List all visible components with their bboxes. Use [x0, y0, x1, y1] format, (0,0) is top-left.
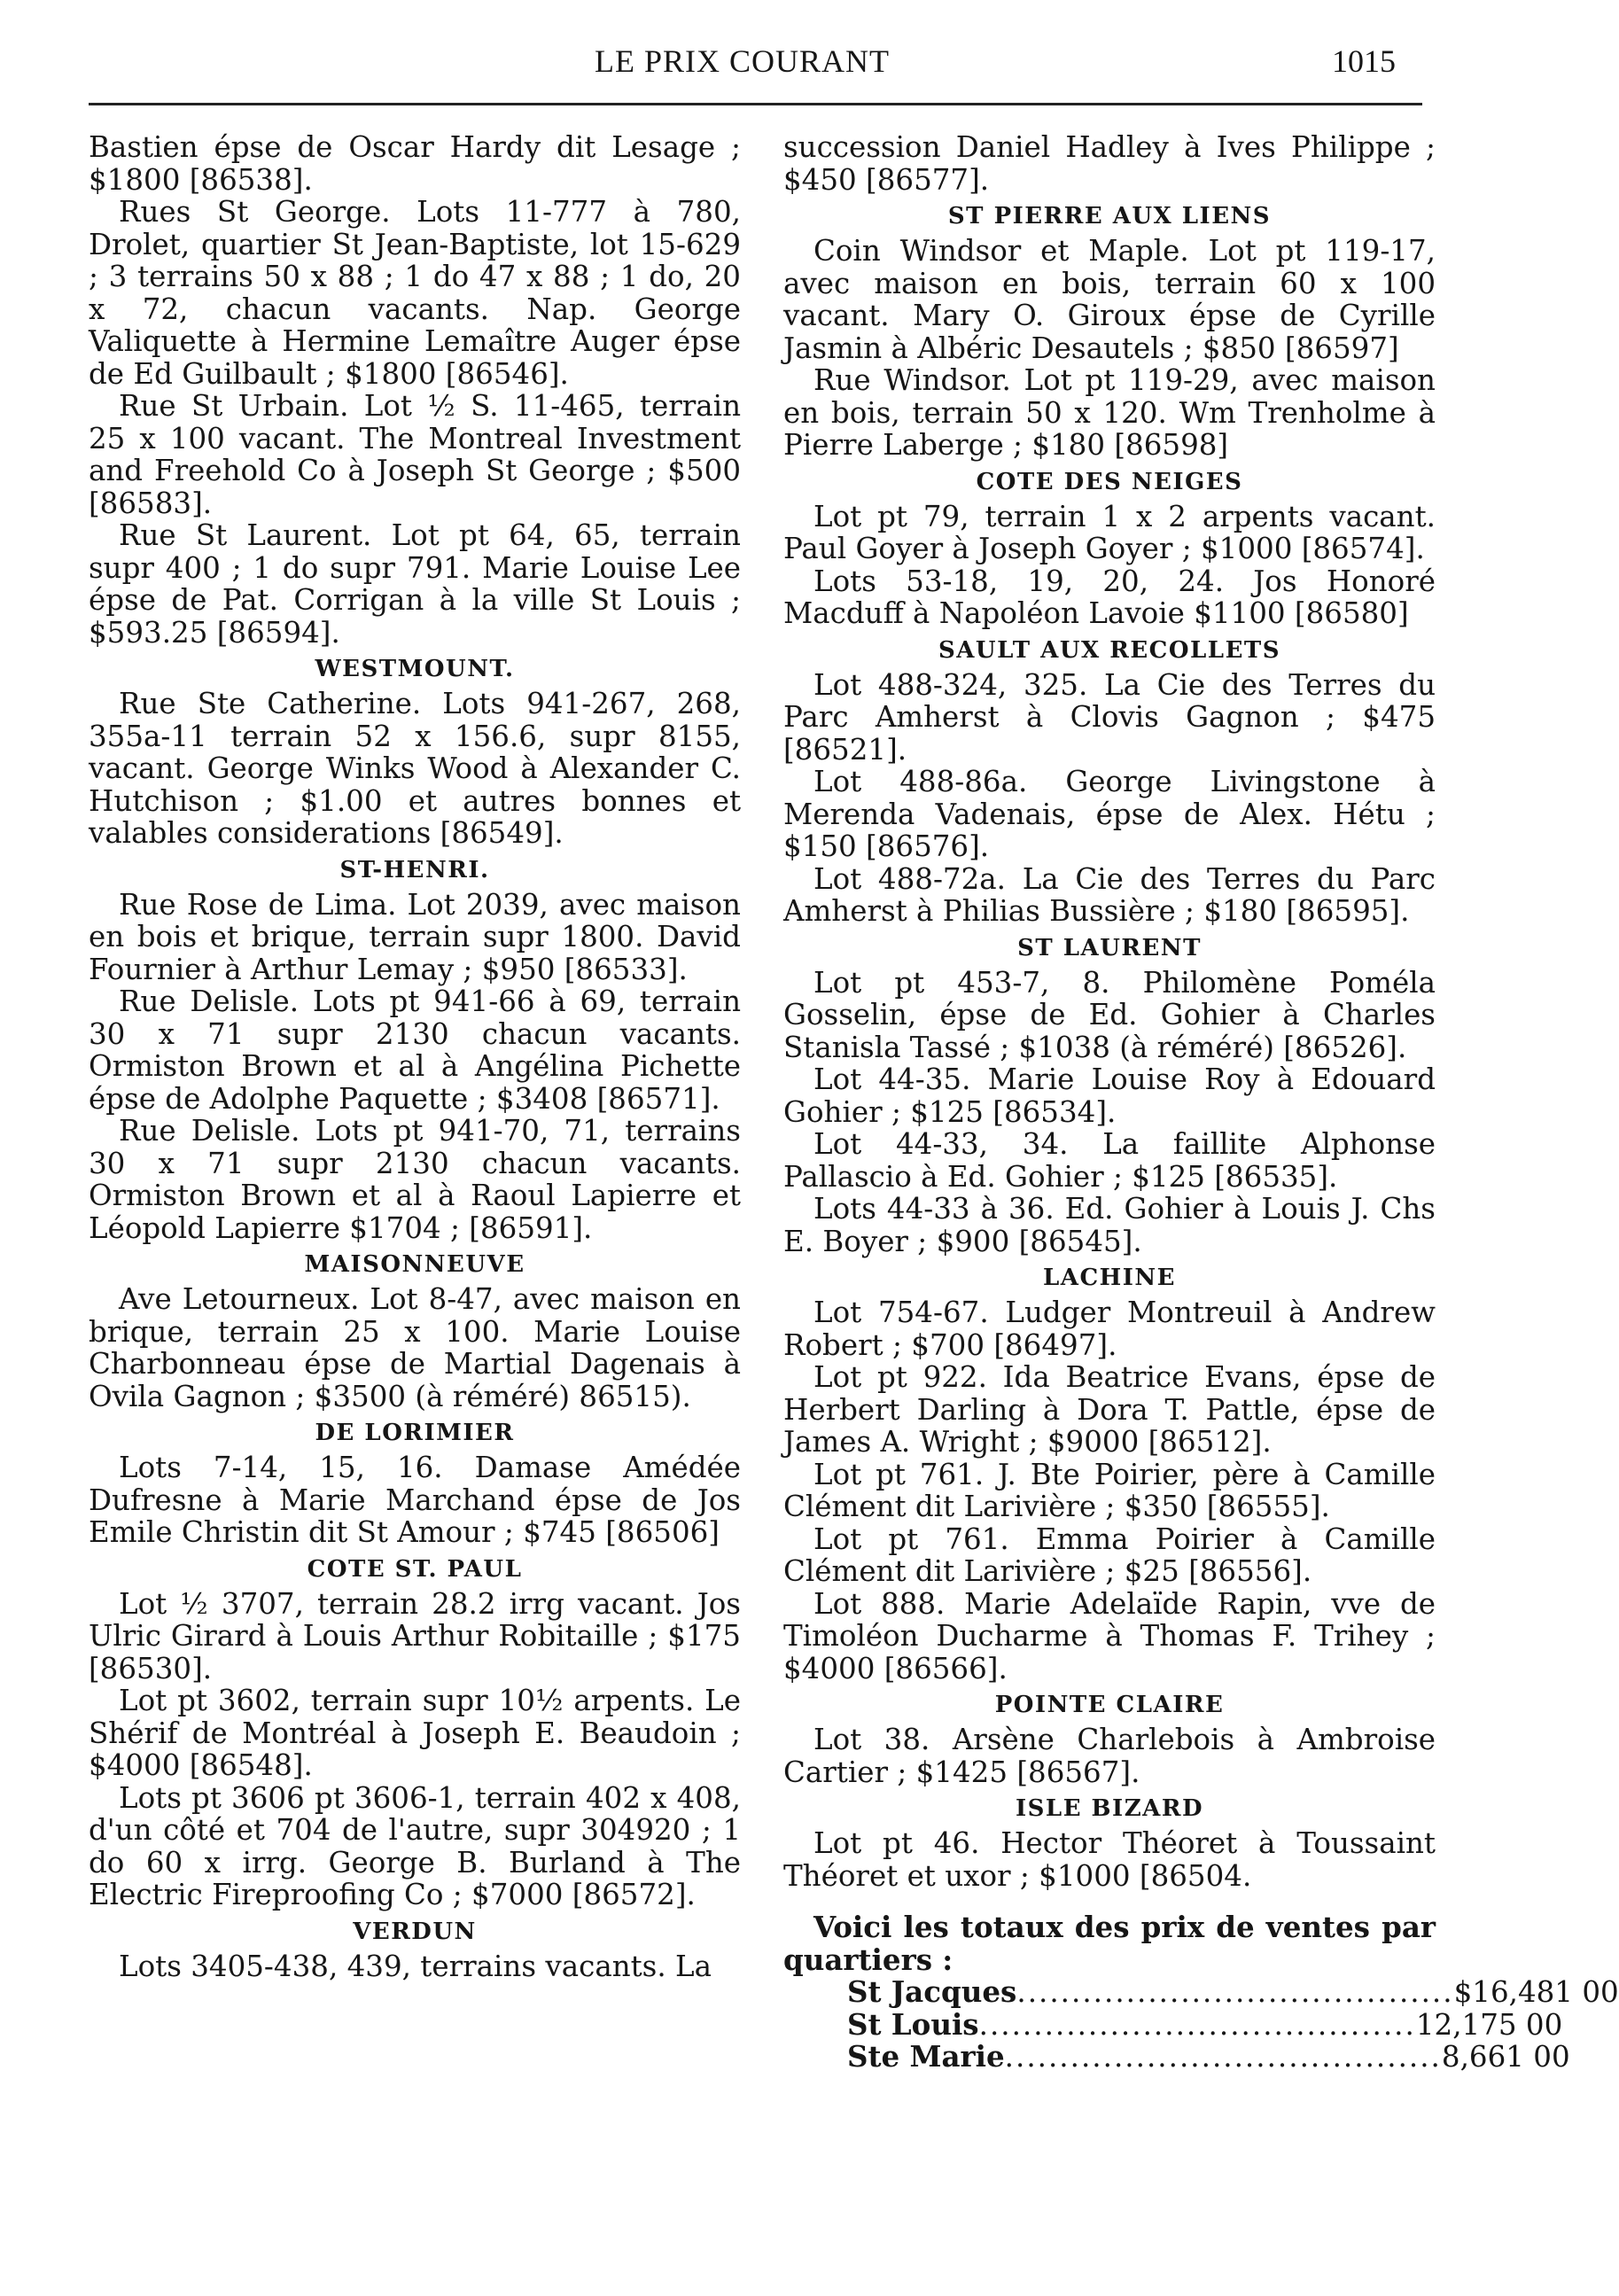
property-sale-entry: Lot pt 761. J. Bte Poirier, père à Camille Clément dit Larivière ; $350 [86555]. [783, 1457, 1436, 1523]
quarter-name: Ste Marie [847, 2039, 1005, 2074]
totals-table [783, 1974, 1619, 2074]
quarter-name: St Louis [847, 2006, 979, 2042]
property-sale-entry: Rue Delisle. Lots pt 941-66 à 69, terrain 30 x 71 supr 2130 chacun vacants. Ormiston Brown et al à Angélina Pichette épse de Adolphe Paquette ; $3408 [86571]. [89, 985, 741, 1116]
section-heading: LACHINE [1043, 1265, 1176, 1291]
left-column [89, 131, 741, 1982]
property-sale-entry: Rue St Urbain. Lot ½ S. 11-465, terrain 25 x 100 vacant. The Montreal Investment and Freehold Co à Joseph St George ; $500 [86583]. [89, 389, 741, 520]
section-heading: POINTE CLAIRE [994, 1692, 1225, 1718]
property-sale-entry: Lots 7-14, 15, 16. Damase Amédée Dufresne à Marie Marchand épse de Jos Emile Christin dit St Amour ; $745 [86506] [89, 1451, 741, 1549]
property-sale-entry: Rue Windsor. Lot pt 119-29, avec maison en bois, terrain 50 x 120. Wm Trenholme à Pierre Laberge ; $180 [86598] [783, 363, 1436, 462]
page-header [89, 43, 1396, 92]
quarter-amount: $16,481 00 [1453, 1975, 1619, 2009]
page-number: 1015 [1332, 43, 1396, 79]
section-heading: COTE DES NEIGES [976, 468, 1243, 495]
totals-row [847, 2006, 1563, 2042]
section-heading: SAULT AUX RECOLLETS [938, 636, 1281, 664]
property-sale-entry: Lot 488-86a. George Livingstone à Merenda Vadenais, épse de Alex. Hétu ; $150 [86576]. [783, 765, 1436, 863]
property-sale-entry: Lot 488-324, 325. La Cie des Terres du Parc Amherst à Clovis Gagnon ; $475 [86521]. [783, 667, 1436, 767]
property-sale-entry: Lot ½ 3707, terrain 28.2 irrg vacant. Jos Ulric Girard à Louis Arthur Robitaille ; $175 [86530]. [89, 1586, 741, 1685]
section-heading: MAISONNEUVE [304, 1251, 525, 1278]
dot-leader: ........................................ [1004, 2040, 1442, 2074]
property-sale-entry: Lot pt 453-7, 8. Philomène Poméla Gosselin, épse de Ed. Gohier à Charles Stanisla Tassé ; $1038 (à réméré) [86526]. [783, 965, 1436, 1064]
property-sale-entry: Lot pt 3602, terrain supr 10½ arpents. Le Shérif de Montréal à Joseph E. Beaudoin ; $4000 [86548]. [89, 1684, 741, 1782]
totals-row [847, 1974, 1619, 2009]
property-sale-entry: Rues St George. Lots 11-777 à 780, Drolet, quartier St Jean-Baptiste, lot 15-629 ; 3 terrains 50 x 88 ; 1 do 47 x 88 ; 1 do, 20 x 72, chacun vacants. Nap. George Valiquette à Hermine Lemaître Auger épse de Ed Guilbault ; $1800 [86546]. [89, 195, 741, 391]
property-sale-entry: Lot pt 79, terrain 1 x 2 arpents vacant. Paul Goyer à Joseph Goyer ; $1000 [86574]. [783, 499, 1436, 565]
section-heading: COTE ST. PAUL [307, 1555, 523, 1583]
section-heading: DE LORIMIER [315, 1420, 515, 1446]
property-sale-entry: Lot 754-67. Ludger Montreuil à Andrew Robert ; $700 [86497]. [783, 1296, 1436, 1362]
section-heading: WESTMOUNT. [315, 656, 515, 682]
property-sale-entry: Lot 38. Arsène Charlebois à Ambroise Cartier ; $1425 [86567]. [783, 1723, 1436, 1789]
section-heading: ST LAURENT [1017, 934, 1202, 961]
property-sale-entry: Lots 53-18, 19, 20, 24. Jos Honoré Macduff à Napoléon Lavoie $1100 [86580] [783, 564, 1436, 630]
property-sale-entry: Lot 488-72a. La Cie des Terres du Parc Amherst à Philias Bussière ; $180 [86595]. [783, 861, 1436, 928]
property-sale-entry: Lots 44-33 à 36. Ed. Gohier à Louis J. Chs E. Boyer ; $900 [86545]. [783, 1192, 1436, 1258]
section-heading: VERDUN [353, 1918, 477, 1945]
property-sale-entry: Rue St Laurent. Lot pt 64, 65, terrain supr 400 ; 1 do supr 791. Marie Louise Lee épse de Pat. Corrigan à la ville St Louis ; $593.25 [86594]. [89, 518, 741, 650]
property-sale-entry: Rue Ste Catherine. Lots 941-267, 268, 355a-11 terrain 52 x 156.6, supr 8155, vacant. George Winks Wood à Alexander C. Hutchison ; $1.00 et autres bonnes et valables considerations [86549]. [89, 687, 741, 850]
property-sale-entry: Lot 44-33, 34. La faillite Alphonse Pallascio à Ed. Gohier ; $125 [86535]. [783, 1127, 1436, 1194]
property-sale-entry: Lot 44-35. Marie Louise Roy à Edouard Gohier ; $125 [86534]. [783, 1062, 1436, 1129]
property-sale-entry: succession Daniel Hadley à Ives Philippe ; $450 [86577]. [783, 130, 1436, 197]
property-sale-entry: Lot pt 46. Hector Théoret à Toussaint Théoret et uxor ; $1000 [86504. [783, 1826, 1436, 1893]
property-sale-entry: Lot 888. Marie Adelaïde Rapin, vve de Timoléon Ducharme à Thomas F. Trihey ; $4000 [86566]. [783, 1586, 1436, 1685]
quarter-amount: 12,175 00 [1415, 2007, 1563, 2042]
property-sale-entry: Coin Windsor et Maple. Lot pt 119-17, avec maison en bois, terrain 60 x 100 vacant. Mary O. Giroux épse de Cyrille Jasmin à Albéric Desautels ; $850 [86597] [783, 234, 1436, 365]
property-sale-entry: Rue Rose de Lima. Lot 2039, avec maison en bois et brique, terrain supr 1800. David Fournier à Arthur Lemay ; $950 [86533]. [89, 887, 741, 986]
dot-leader: ........................................ [1016, 1975, 1454, 2009]
totals-row [847, 2039, 1570, 2074]
property-sale-entry: Rue Delisle. Lots pt 941-70, 71, terrains 30 x 71 supr 2130 chacun vacants. Ormiston Brown et al à Raoul Lapierre et Léopold Lapierre $1704 ; [86591]. [89, 1114, 741, 1245]
dot-leader: ........................................ [978, 2007, 1416, 2042]
property-sale-entry: Lots 3405-438, 439, terrains vacants. La [119, 1949, 712, 1983]
section-heading: ST PIERRE AUX LIENS [947, 203, 1272, 230]
quarter-name: St Jacques [847, 1974, 1017, 2009]
section-heading: ISLE BIZARD [1015, 1795, 1204, 1822]
right-column-entries [783, 131, 1436, 1892]
header-rule [89, 103, 1422, 105]
property-sale-entry: Lot pt 761. Emma Poirier à Camille Clément dit Larivière ; $25 [86556]. [783, 1522, 1436, 1588]
property-sale-entry: Lot pt 922. Ida Beatrice Evans, épse de Herbert Darling à Dora T. Pattle, épse de James A. Wright ; $9000 [86512]. [783, 1360, 1436, 1459]
quarter-amount: 8,661 00 [1441, 2040, 1570, 2074]
section-heading: ST-HENRI. [339, 856, 490, 883]
property-sale-entry: Lots pt 3606 pt 3606-1, terrain 402 x 408, d'un côté et 704 de l'autre, supr 304920 ; 1 do 60 x irrg. George B. Burland à The Electric Fireproofing Co ; $7000 [86572]. [89, 1780, 741, 1911]
property-sale-entry: Bastien épse de Oscar Hardy dit Lesage ; $1800 [86538]. [89, 130, 741, 197]
right-column [783, 130, 1619, 2074]
property-sale-entry: Ave Letourneux. Lot 8-47, avec maison en brique, terrain 25 x 100. Marie Louise Charbonneau épse de Martial Dagenais à Ovila Gagnon ; $3500 (à réméré) 86515). [89, 1282, 741, 1413]
totals-intro: Voici les totaux des prix de ventes par quartiers : [783, 1910, 1436, 1977]
publication-title: LE PRIX COURANT [594, 43, 890, 79]
